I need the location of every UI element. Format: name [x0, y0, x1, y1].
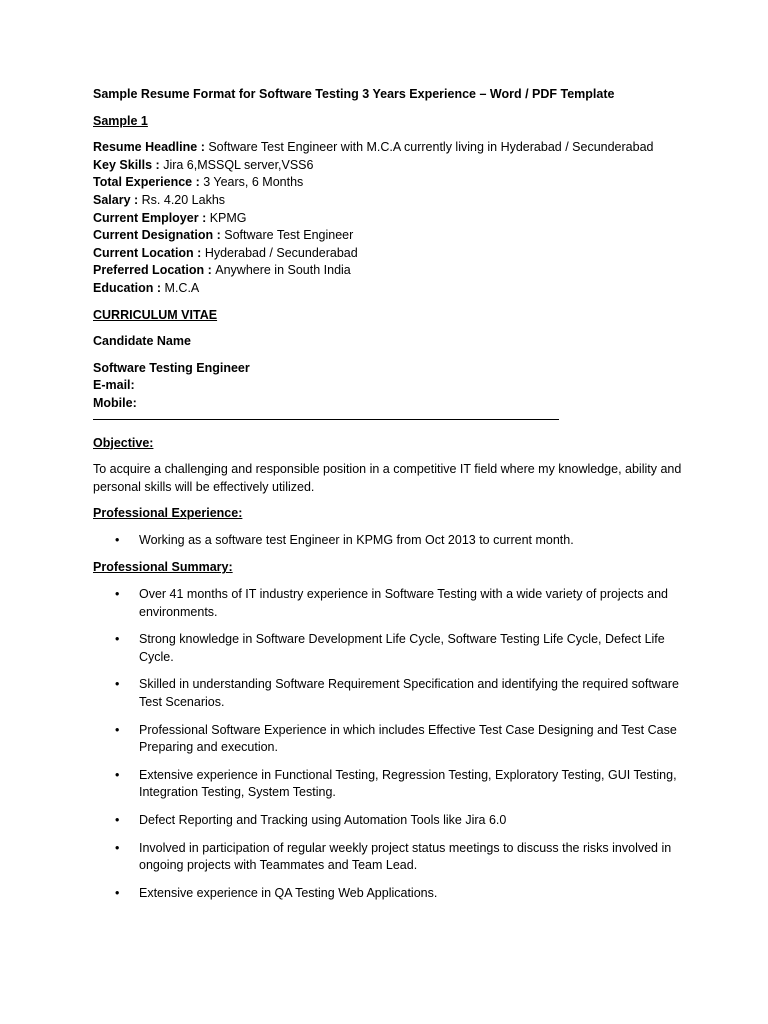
- list-item: [93, 840, 683, 875]
- summary-block: [93, 139, 683, 297]
- list-item-text: Extensive experience in QA Testing Web Applications.: [139, 885, 438, 900]
- list-item: [93, 767, 683, 802]
- summary-label: Preferred Location: [93, 263, 205, 278]
- summary-value: 3 Years, 6 Months: [203, 175, 304, 190]
- bullet-icon: •: [115, 587, 120, 602]
- list-item: [93, 532, 683, 550]
- list-item-text: Involved in participation of regular weekly project status meetings to discuss the risks involved in ongoing projects with Teammates and Team Lead.: [139, 840, 672, 873]
- summary-row-education: [93, 280, 683, 298]
- list-item-text: Skilled in understanding Software Requirement Specification and identifying the required software Test Scenarios.: [139, 677, 679, 710]
- list-item-text: Over 41 months of IT industry experience in Software Testing with a wide variety of projects and environments.: [139, 587, 668, 619]
- list-item: [93, 885, 683, 903]
- contact-block: [93, 360, 683, 413]
- summary-value: Rs. 4.20 Lakhs: [141, 192, 226, 207]
- experience-list: [93, 532, 683, 550]
- summary-row-total-experience: [93, 174, 683, 192]
- summary-row-preferred-location: [93, 262, 683, 280]
- bullet-icon: •: [115, 813, 120, 827]
- summary-separator: :: [197, 140, 209, 155]
- summary-value: KPMG: [209, 210, 247, 225]
- mobile-label: Mobile:: [93, 395, 137, 410]
- bullet-icon: •: [115, 840, 120, 855]
- cv-heading: CURRICULUM VITAE: [93, 307, 218, 322]
- summary-label: Key Skills: [93, 157, 153, 172]
- summary-value: Jira 6,MSSQL server,VSS6: [163, 157, 314, 172]
- horizontal-rule: [93, 419, 559, 420]
- document-title: Sample Resume Format for Software Testing 3 Years Experience – Word / PDF Template: [93, 87, 615, 101]
- summary-heading: Professional Summary:: [93, 560, 233, 575]
- email-label: E-mail:: [93, 378, 135, 393]
- objective-text: To acquire a challenging and responsible position in a competitive IT field where my knowledge, ability and personal skills will be effectively utilized.: [93, 462, 682, 494]
- summary-separator: :: [192, 175, 204, 190]
- list-item: [93, 631, 683, 666]
- candidate-name: Candidate Name: [93, 334, 191, 349]
- bullet-icon: •: [115, 677, 120, 692]
- bullet-icon: •: [115, 767, 120, 782]
- summary-row-key-skills: [93, 157, 683, 175]
- list-item-text: Professional Software Experience in which includes Effective Test Case Designing and Test Case Preparing and execution.: [139, 722, 677, 755]
- list-item-text: Strong knowledge in Software Development Life Cycle, Software Testing Life Cycle, Defect Life Cycle.: [139, 632, 665, 664]
- list-item: [93, 586, 683, 621]
- summary-label: Current Designation: [93, 228, 214, 243]
- summary-label: Education: [93, 280, 154, 295]
- summary-row-salary: [93, 192, 683, 210]
- resume-page: [93, 86, 683, 912]
- summary-list: [93, 586, 683, 902]
- summary-separator: :: [130, 192, 142, 207]
- summary-separator: :: [213, 228, 225, 243]
- summary-row-current-location: [93, 245, 683, 263]
- summary-value: Software Test Engineer: [224, 228, 354, 243]
- list-item-text: Extensive experience in Functional Testing, Regression Testing, Exploratory Testing, GUI Testing, Integration Testing, System Testing.: [139, 767, 677, 800]
- summary-separator: :: [204, 263, 216, 278]
- bullet-icon: •: [115, 722, 120, 737]
- summary-value: M.C.A: [164, 280, 200, 295]
- summary-value: Software Test Engineer with M.C.A currently living in Hyderabad / Secunderabad: [208, 140, 654, 155]
- summary-label: Resume Headline: [93, 140, 198, 155]
- sample-heading: Sample 1: [93, 113, 148, 128]
- summary-row-current-designation: [93, 227, 683, 245]
- summary-separator: :: [152, 157, 164, 172]
- list-item: [93, 722, 683, 757]
- summary-value: Anywhere in South India: [215, 263, 351, 278]
- bullet-icon: •: [115, 632, 120, 647]
- summary-row-current-employer: [93, 210, 683, 228]
- experience-heading: Professional Experience:: [93, 506, 243, 521]
- summary-separator: :: [153, 280, 165, 295]
- summary-separator: :: [193, 245, 205, 260]
- objective-heading: Objective:: [93, 435, 154, 450]
- bullet-icon: •: [115, 532, 120, 547]
- summary-value: Hyderabad / Secunderabad: [204, 245, 358, 260]
- list-item: [93, 812, 683, 830]
- role-title: Software Testing Engineer: [93, 360, 250, 375]
- summary-label: Current Employer: [93, 210, 199, 225]
- summary-row-headline: [93, 139, 683, 157]
- list-item-text: Working as a software test Engineer in KPMG from Oct 2013 to current month.: [139, 532, 574, 547]
- summary-label: Total Experience: [93, 175, 193, 190]
- bullet-icon: •: [115, 885, 120, 900]
- summary-label: Current Location: [93, 245, 194, 260]
- summary-label: Salary: [93, 192, 131, 207]
- list-item: [93, 676, 683, 711]
- list-item-text: Defect Reporting and Tracking using Automation Tools like Jira 6.0: [139, 813, 507, 827]
- summary-separator: :: [198, 210, 210, 225]
